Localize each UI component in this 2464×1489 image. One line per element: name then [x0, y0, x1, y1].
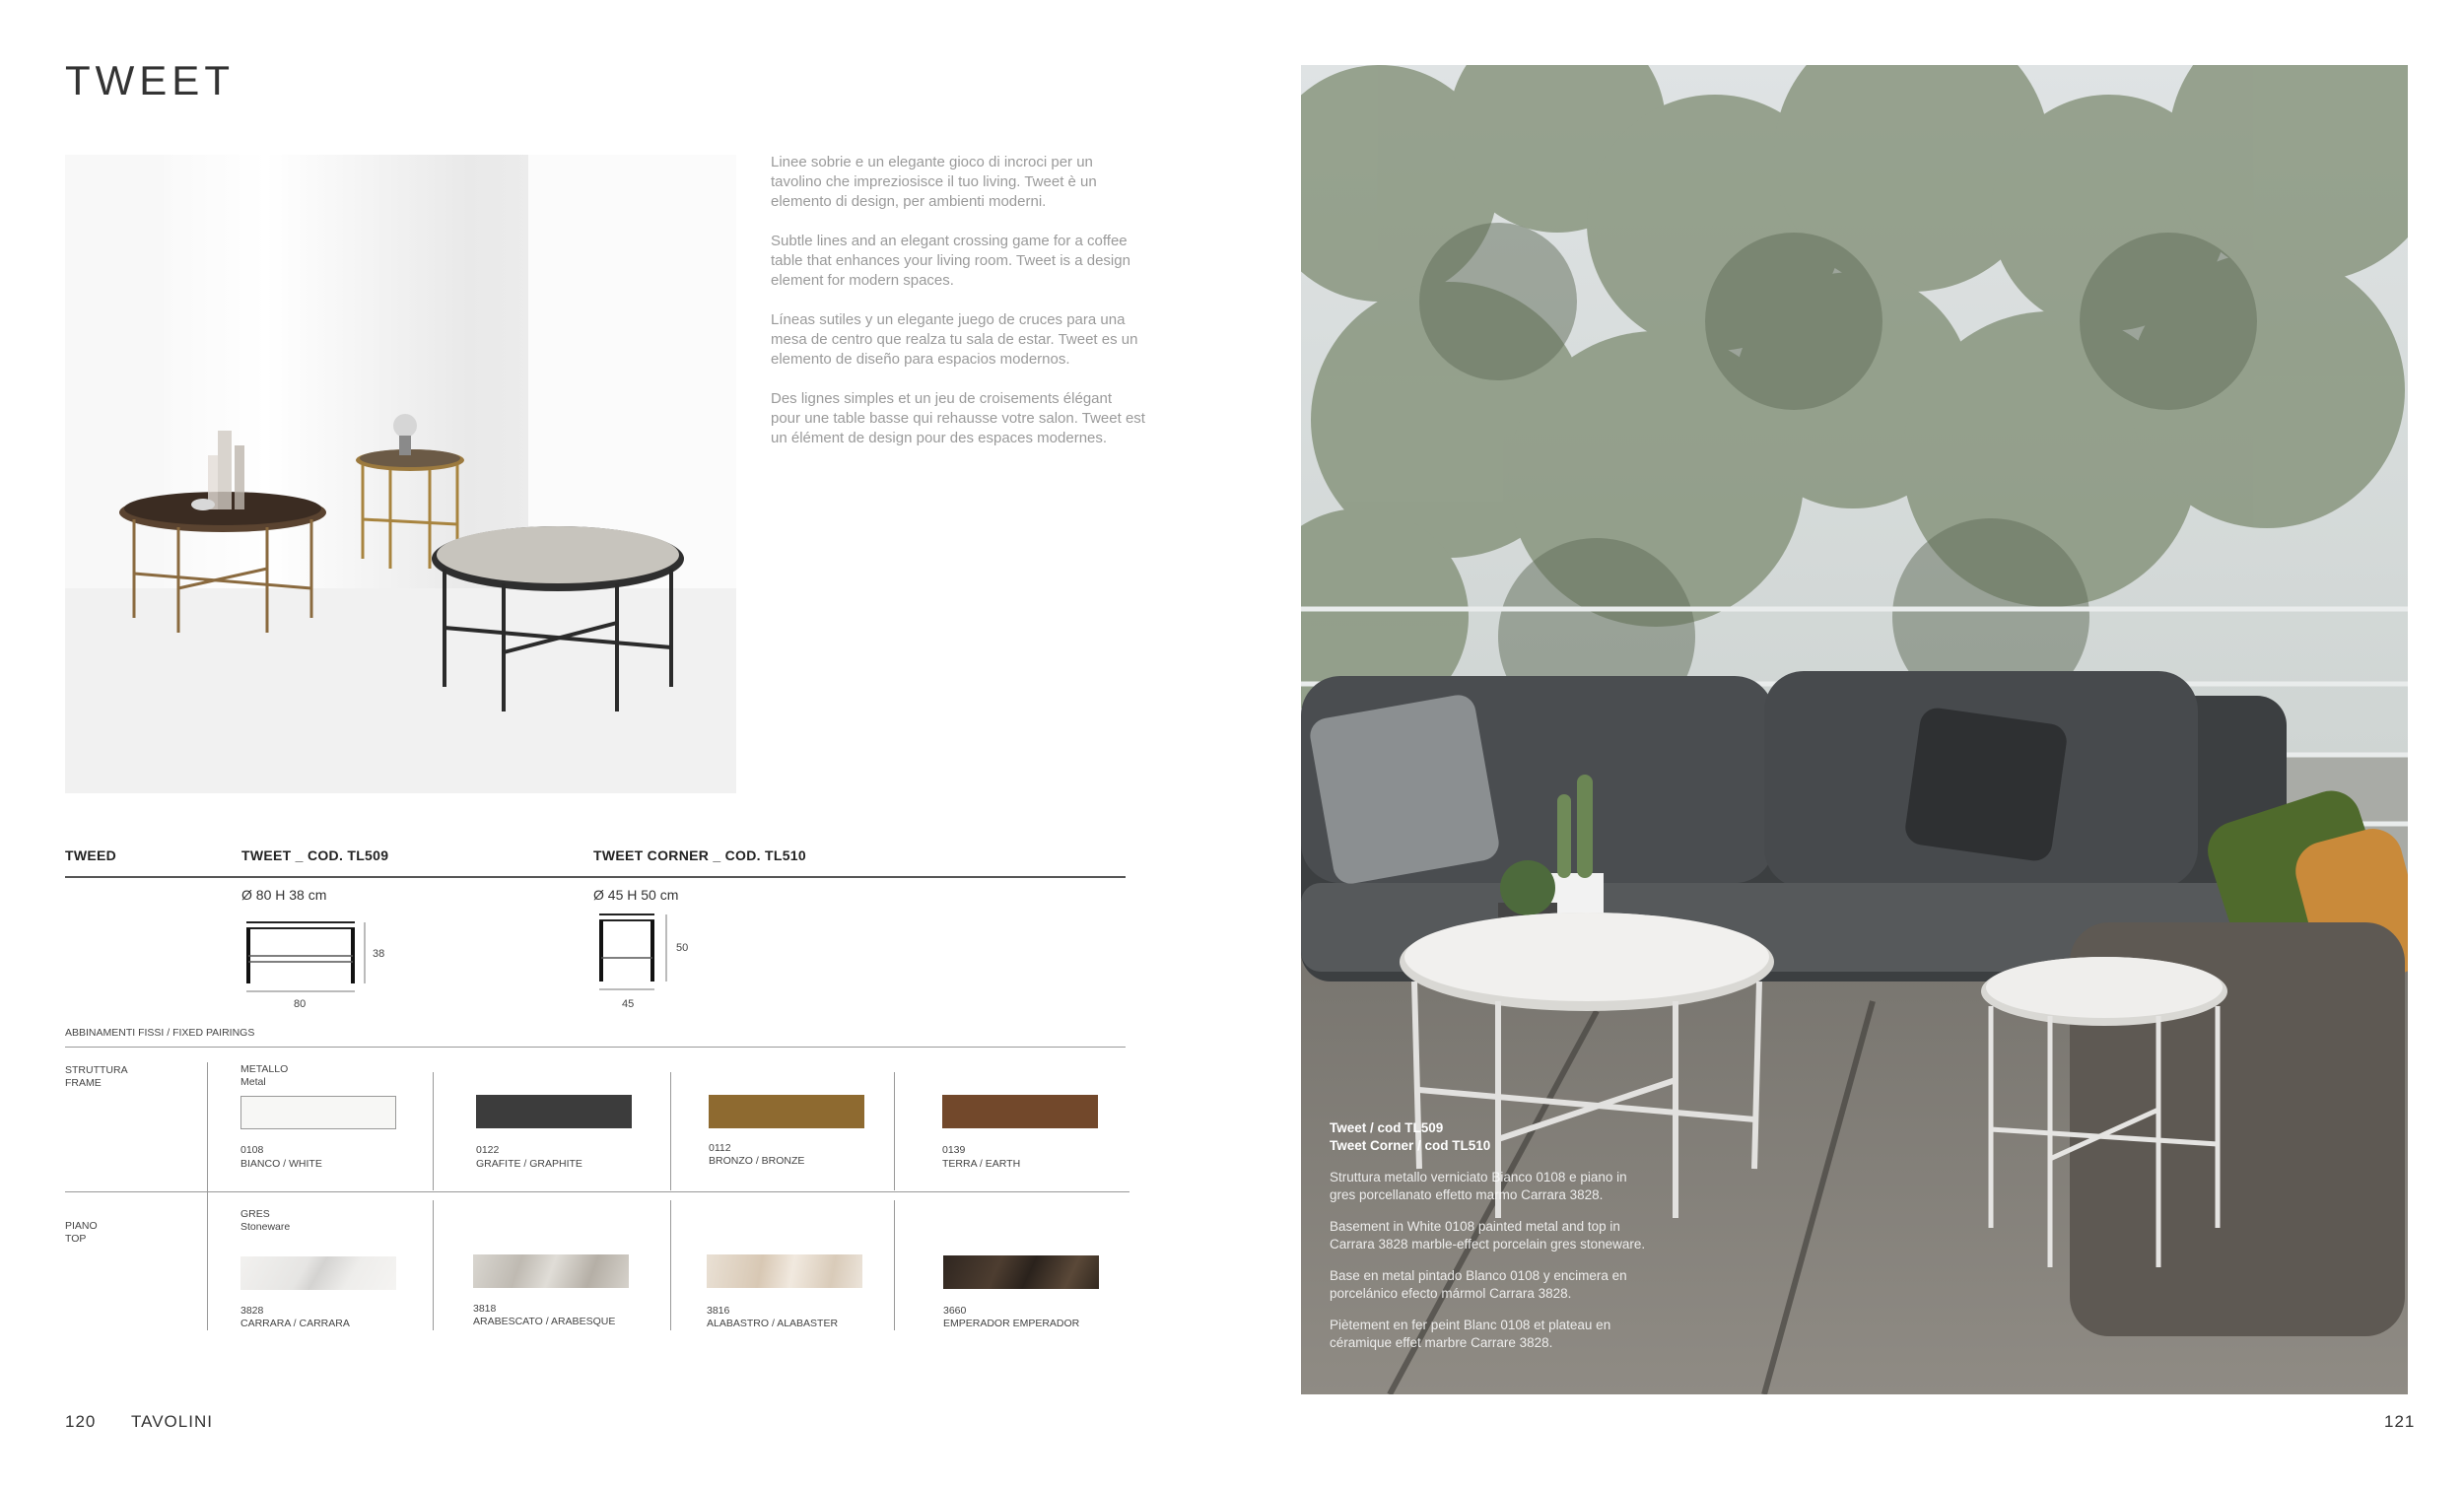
- frame-top-divider: [65, 1191, 1129, 1192]
- top-material-it: GRES: [240, 1208, 270, 1220]
- frame-swatch-bronze: [709, 1095, 864, 1128]
- tweet-corner-height-label: 50: [676, 942, 689, 954]
- frame-code-graphite: 0122: [476, 1144, 500, 1156]
- frame-code-bronze: 0112: [709, 1142, 731, 1154]
- top-name-alabastro: ALABASTRO / ALABASTER: [707, 1318, 839, 1329]
- caption-it: Struttura metallo verniciato Bianco 0108 e piano in gres porcellanato effetto marmo Carrara 3828.: [1330, 1170, 1627, 1202]
- product-description: [771, 153, 1145, 468]
- frame-name-earth: TERRA / EARTH: [942, 1158, 1021, 1170]
- description-fr: Des lignes simples et un jeu de croisements élégant pour une table basse qui rehausse votre salon. Tweet est un élément de design pour des espaces modernes.: [771, 390, 1145, 446]
- column-divider: [433, 1072, 434, 1190]
- top-label-it: PIANO: [65, 1220, 98, 1232]
- page-number-right: 121: [2384, 1412, 2416, 1431]
- caption-es: Base en metal pintado Blanco 0108 y encimera en porcelánico efecto mármol Carrara 3828.: [1330, 1268, 1627, 1301]
- top-material-en: Stoneware: [240, 1221, 291, 1233]
- page-title: TWEET: [65, 57, 235, 103]
- top-swatch-alabastro: [707, 1254, 862, 1288]
- top-name-emperador: EMPERADOR EMPERADOR: [943, 1318, 1080, 1329]
- frame-material-en: Metal: [240, 1076, 266, 1088]
- frame-swatch-white: [240, 1096, 396, 1129]
- column-divider: [670, 1072, 671, 1190]
- spec-header-tweet-corner: TWEET CORNER _ COD. TL510: [593, 847, 806, 863]
- top-code-emperador: 3660: [943, 1305, 967, 1317]
- top-label-en: TOP: [65, 1233, 87, 1245]
- caption-en: Basement in White 0108 painted metal and top in Carrara 3828 marble-effect porcelain gres stoneware.: [1330, 1219, 1646, 1252]
- caption-product-1: Tweet / cod TL509: [1330, 1120, 1444, 1135]
- tweet-height-label: 38: [373, 948, 385, 960]
- description-it: Linee sobrie e un elegante gioco di incroci per un tavolino che impreziosisce il tuo living. Tweet è un elemento di design, per ambienti moderni.: [771, 154, 1097, 210]
- top-swatch-arabescato: [473, 1254, 629, 1288]
- spec-header-tweed: TWEED: [65, 847, 117, 863]
- description-en: Subtle lines and an elegant crossing game for a coffee table that enhances your living room. Tweet is a design element for modern spaces.: [771, 233, 1130, 289]
- column-divider: [670, 1200, 671, 1330]
- fixed-pairings-label: ABBINAMENTI FISSI / FIXED PAIRINGS: [65, 1027, 255, 1039]
- frame-label-it: STRUTTURA: [65, 1064, 128, 1076]
- top-name-arabescato: ARABESCATO / ARABESQUE: [473, 1316, 616, 1327]
- caption-fr: Piètement en fer peint Blanc 0108 et plateau en céramique effet marbre Carrare 3828.: [1330, 1318, 1611, 1350]
- frame-name-bronze: BRONZO / BRONZE: [709, 1155, 805, 1167]
- frame-material-it: METALLO: [240, 1063, 289, 1075]
- tweet-corner-dimensions: Ø 45 H 50 cm: [593, 887, 679, 903]
- column-divider: [207, 1062, 208, 1330]
- frame-label-en: FRAME: [65, 1077, 102, 1089]
- tweet-corner-technical-drawing: [591, 907, 690, 995]
- top-name-carrara: CARRARA / CARRARA: [240, 1318, 350, 1329]
- frame-name-white: BIANCO / WHITE: [240, 1158, 322, 1170]
- top-code-alabastro: 3816: [707, 1305, 730, 1317]
- tweet-technical-drawing: [237, 916, 394, 995]
- page-number-left: 120: [65, 1412, 97, 1431]
- column-divider: [894, 1072, 895, 1190]
- tweet-corner-width-label: 45: [622, 998, 635, 1010]
- top-swatch-emperador: [943, 1255, 1099, 1289]
- top-swatch-carrara: [240, 1256, 396, 1290]
- product-photo-studio: [65, 155, 736, 793]
- spec-header-tweet: TWEET _ COD. TL509: [241, 847, 389, 863]
- tweet-dimensions: Ø 80 H 38 cm: [241, 887, 327, 903]
- column-divider: [433, 1200, 434, 1330]
- frame-swatch-graphite: [476, 1095, 632, 1128]
- spec-header-divider: [65, 876, 1126, 878]
- column-divider: [894, 1200, 895, 1330]
- frame-code-earth: 0139: [942, 1144, 966, 1156]
- pairings-divider: [65, 1047, 1126, 1048]
- top-code-arabescato: 3818: [473, 1303, 497, 1315]
- frame-name-graphite: GRAFITE / GRAPHITE: [476, 1158, 582, 1170]
- section-name: TAVOLINI: [131, 1412, 213, 1431]
- top-code-carrara: 3828: [240, 1305, 264, 1317]
- tweet-width-label: 80: [294, 998, 307, 1010]
- frame-code-white: 0108: [240, 1144, 264, 1156]
- photo-caption: [1330, 1119, 1655, 1366]
- caption-product-2: Tweet Corner / cod TL510: [1330, 1138, 1491, 1153]
- description-es: Líneas sutiles y un elegante juego de cruces para una mesa de centro que realza tu sala de estar. Tweet es un elemento de diseño para espacios modernos.: [771, 311, 1138, 368]
- frame-swatch-earth: [942, 1095, 1098, 1128]
